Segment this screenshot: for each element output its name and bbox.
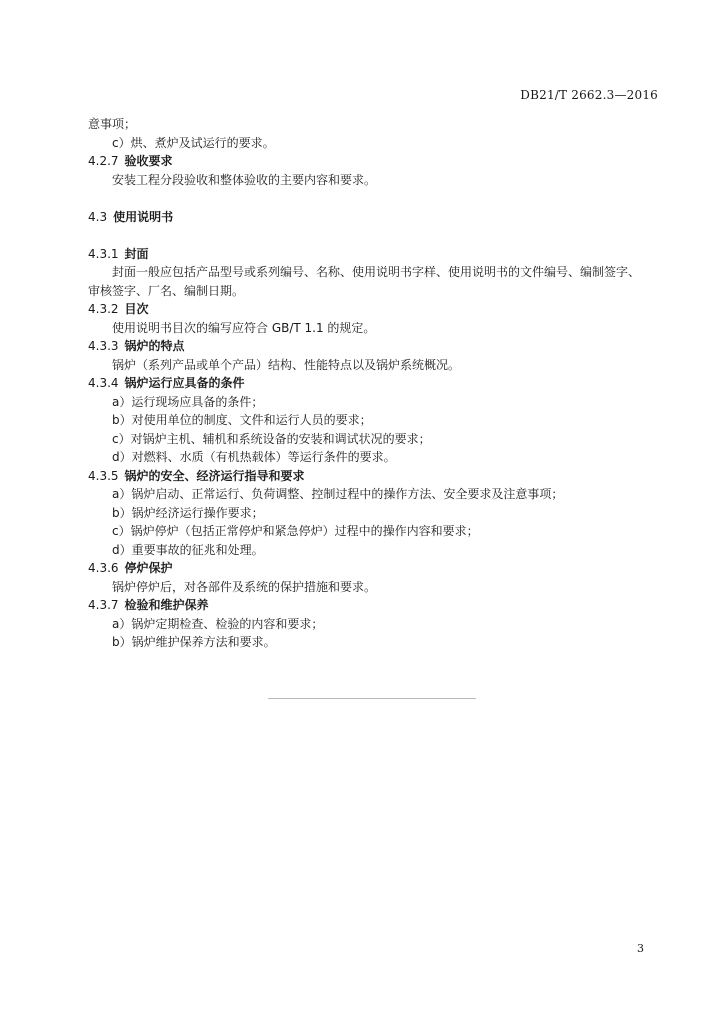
section-title: 封面: [124, 246, 149, 261]
paragraph-line: 锅炉（系列产品或单个产品）结构、性能特点以及锅炉系统概况。: [112, 357, 461, 372]
list-item: a）锅炉启动、正常运行、负荷调整、控制过程中的操作方法、安全要求及注意事项；: [112, 487, 564, 501]
paragraph-line: 审核签字、厂名、编制日期。: [88, 283, 245, 298]
section-heading: [88, 300, 668, 319]
paragraph-line: 安装工程分段验收和整体验收的主要内容和要求。: [112, 172, 377, 187]
paragraph-line: 锅炉停炉后，对各部件及系统的保护措施和要求。: [112, 579, 377, 594]
section-number: 4.3.2: [88, 302, 119, 316]
blank-line: [88, 226, 668, 245]
section-title: 锅炉的特点: [124, 339, 185, 353]
end-divider: [268, 698, 476, 699]
blank-line: [88, 189, 668, 208]
section-number: 4.3.6: [88, 561, 119, 575]
section-heading: [88, 245, 668, 264]
section-heading: [88, 467, 668, 486]
paragraph-line: 封面一般应包括产品型号或系列编号、名称、使用说明书字样、使用说明书的文件编号、编制签字、: [112, 265, 641, 279]
section-heading: [88, 337, 668, 356]
section-heading: [88, 208, 668, 227]
section-number: 4.2.7: [88, 154, 119, 168]
section-number: 4.3.5: [88, 468, 119, 483]
section-heading: [88, 596, 668, 615]
section-title: 目次: [124, 302, 149, 316]
section-number: 4.3.7: [88, 598, 119, 612]
list-item: b）对使用单位的制度、文件和运行人员的要求；: [112, 413, 372, 427]
list-item: c）锅炉停炉（包括正常停炉和紧急停炉）过程中的操作内容和要求；: [112, 524, 479, 538]
section-title: 验收要求: [124, 154, 173, 168]
section-title: 检验和维护保养: [124, 598, 209, 612]
list-item: c）烘、煮炉及试运行的要求。: [112, 135, 275, 150]
section-number: 4.3: [88, 209, 108, 224]
list-item: d）对燃料、水质（有机热载体）等运行条件的要求。: [112, 450, 396, 464]
list-item: c）对锅炉主机、辅机和系统设备的安装和调试状况的要求；: [112, 431, 431, 446]
section-heading: [88, 374, 668, 393]
section-heading: [88, 559, 668, 578]
section-number: 4.3.3: [88, 339, 119, 353]
list-item: d）重要事故的征兆和处理。: [112, 542, 264, 557]
list-item: b）锅炉经济运行操作要求；: [112, 505, 264, 520]
page-number: 3: [637, 942, 644, 955]
list-item: a）运行现场应具备的条件；: [112, 394, 264, 409]
section-number: 4.3.4: [88, 376, 119, 390]
section-title: 停炉保护: [124, 561, 173, 575]
document-code: DB21/T 2662.3—2016: [520, 88, 658, 102]
document-body: [88, 115, 668, 652]
list-item: a）锅炉定期检查、检验的内容和要求；: [112, 616, 324, 631]
section-title: 锅炉运行应具备的条件: [124, 376, 245, 390]
section-title: 锅炉的安全、经济运行指导和要求: [124, 468, 305, 483]
section-number: 4.3.1: [88, 246, 119, 261]
section-heading: [88, 152, 668, 171]
paragraph-line: 意事项；: [88, 117, 137, 131]
section-title: 使用说明书: [113, 209, 174, 224]
paragraph-line: 使用说明书目次的编写应符合 GB/T 1.1 的规定。: [112, 320, 376, 335]
list-item: b）锅炉维护保养方法和要求。: [112, 635, 276, 649]
